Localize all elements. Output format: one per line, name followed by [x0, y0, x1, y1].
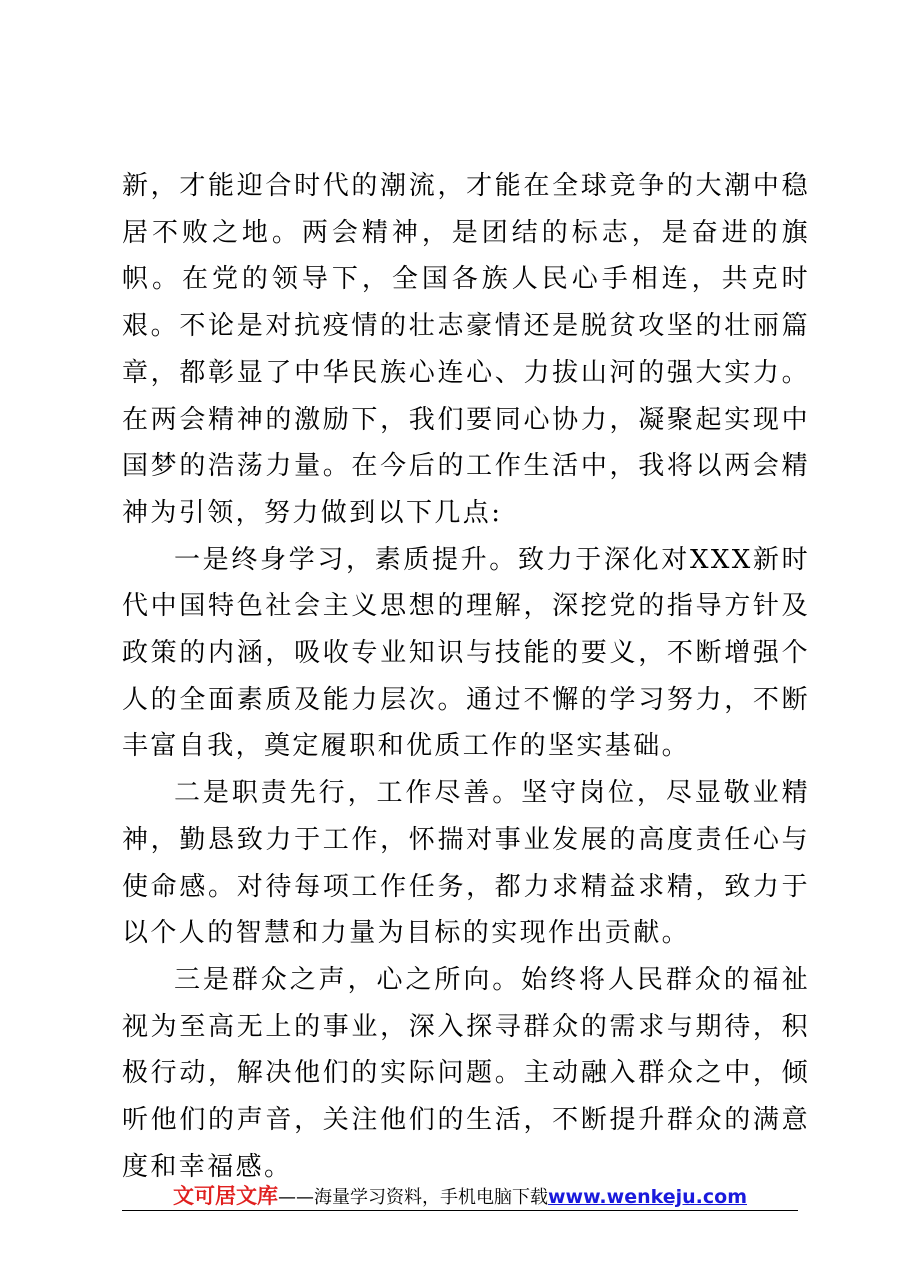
footer-site-link[interactable]: www.wenkeju.com: [547, 1186, 747, 1208]
footer-brand: 文可居文库: [172, 1184, 278, 1208]
paragraph-point-one: 一是终身学习，素质提升。致力于深化对XXX新时代中国特色社会主义思想的理解，深挖党的指导方针及政策的内涵，吸收专业知识与技能的要义，不断增强个人的全面素质及能力层次。通过不懈的学习努力，不断丰富自我，奠定履职和优质工作的坚实基础。: [122, 544, 810, 762]
footer-divider: [122, 1210, 798, 1211]
footer-tagline: ——海量学习资料，手机电脑下载: [277, 1187, 548, 1208]
document-body: [122, 163, 810, 1190]
paragraph-point-two: 二是职责先行，工作尽善。坚守岗位，尽显敬业精神，勤恳致力于工作，怀揣对事业发展的高度责任心与使命感。对待每项工作任务，都力求精益求精，致力于以个人的智慧和力量为目标的实现作出贡献。: [122, 778, 810, 949]
page-footer: [122, 1180, 798, 1212]
paragraph-continued: 新，才能迎合时代的潮流，才能在全球竞争的大潮中稳居不败之地。两会精神，是团结的标志，是奋进的旗帜。在党的领导下，全国各族人民心手相连，共克时艰。不论是对抗疫情的壮志豪情还是脱贫攻坚的壮丽篇章，都彰显了中华民族心连心、力拔山河的强大实力。在两会精神的激励下，我们要同心协力，凝聚起实现中国梦的浩荡力量。在今后的工作生活中，我将以两会精神为引领，努力做到以下几点:: [122, 171, 810, 528]
paragraph-point-three: 三是群众之声，心之所向。始终将人民群众的福祉视为至高无上的事业，深入探寻群众的需求与期待，积极行动，解决他们的实际问题。主动融入群众之中，倾听他们的声音，关注他们的生活，不断提升群众的满意度和幸福感。: [122, 964, 810, 1182]
